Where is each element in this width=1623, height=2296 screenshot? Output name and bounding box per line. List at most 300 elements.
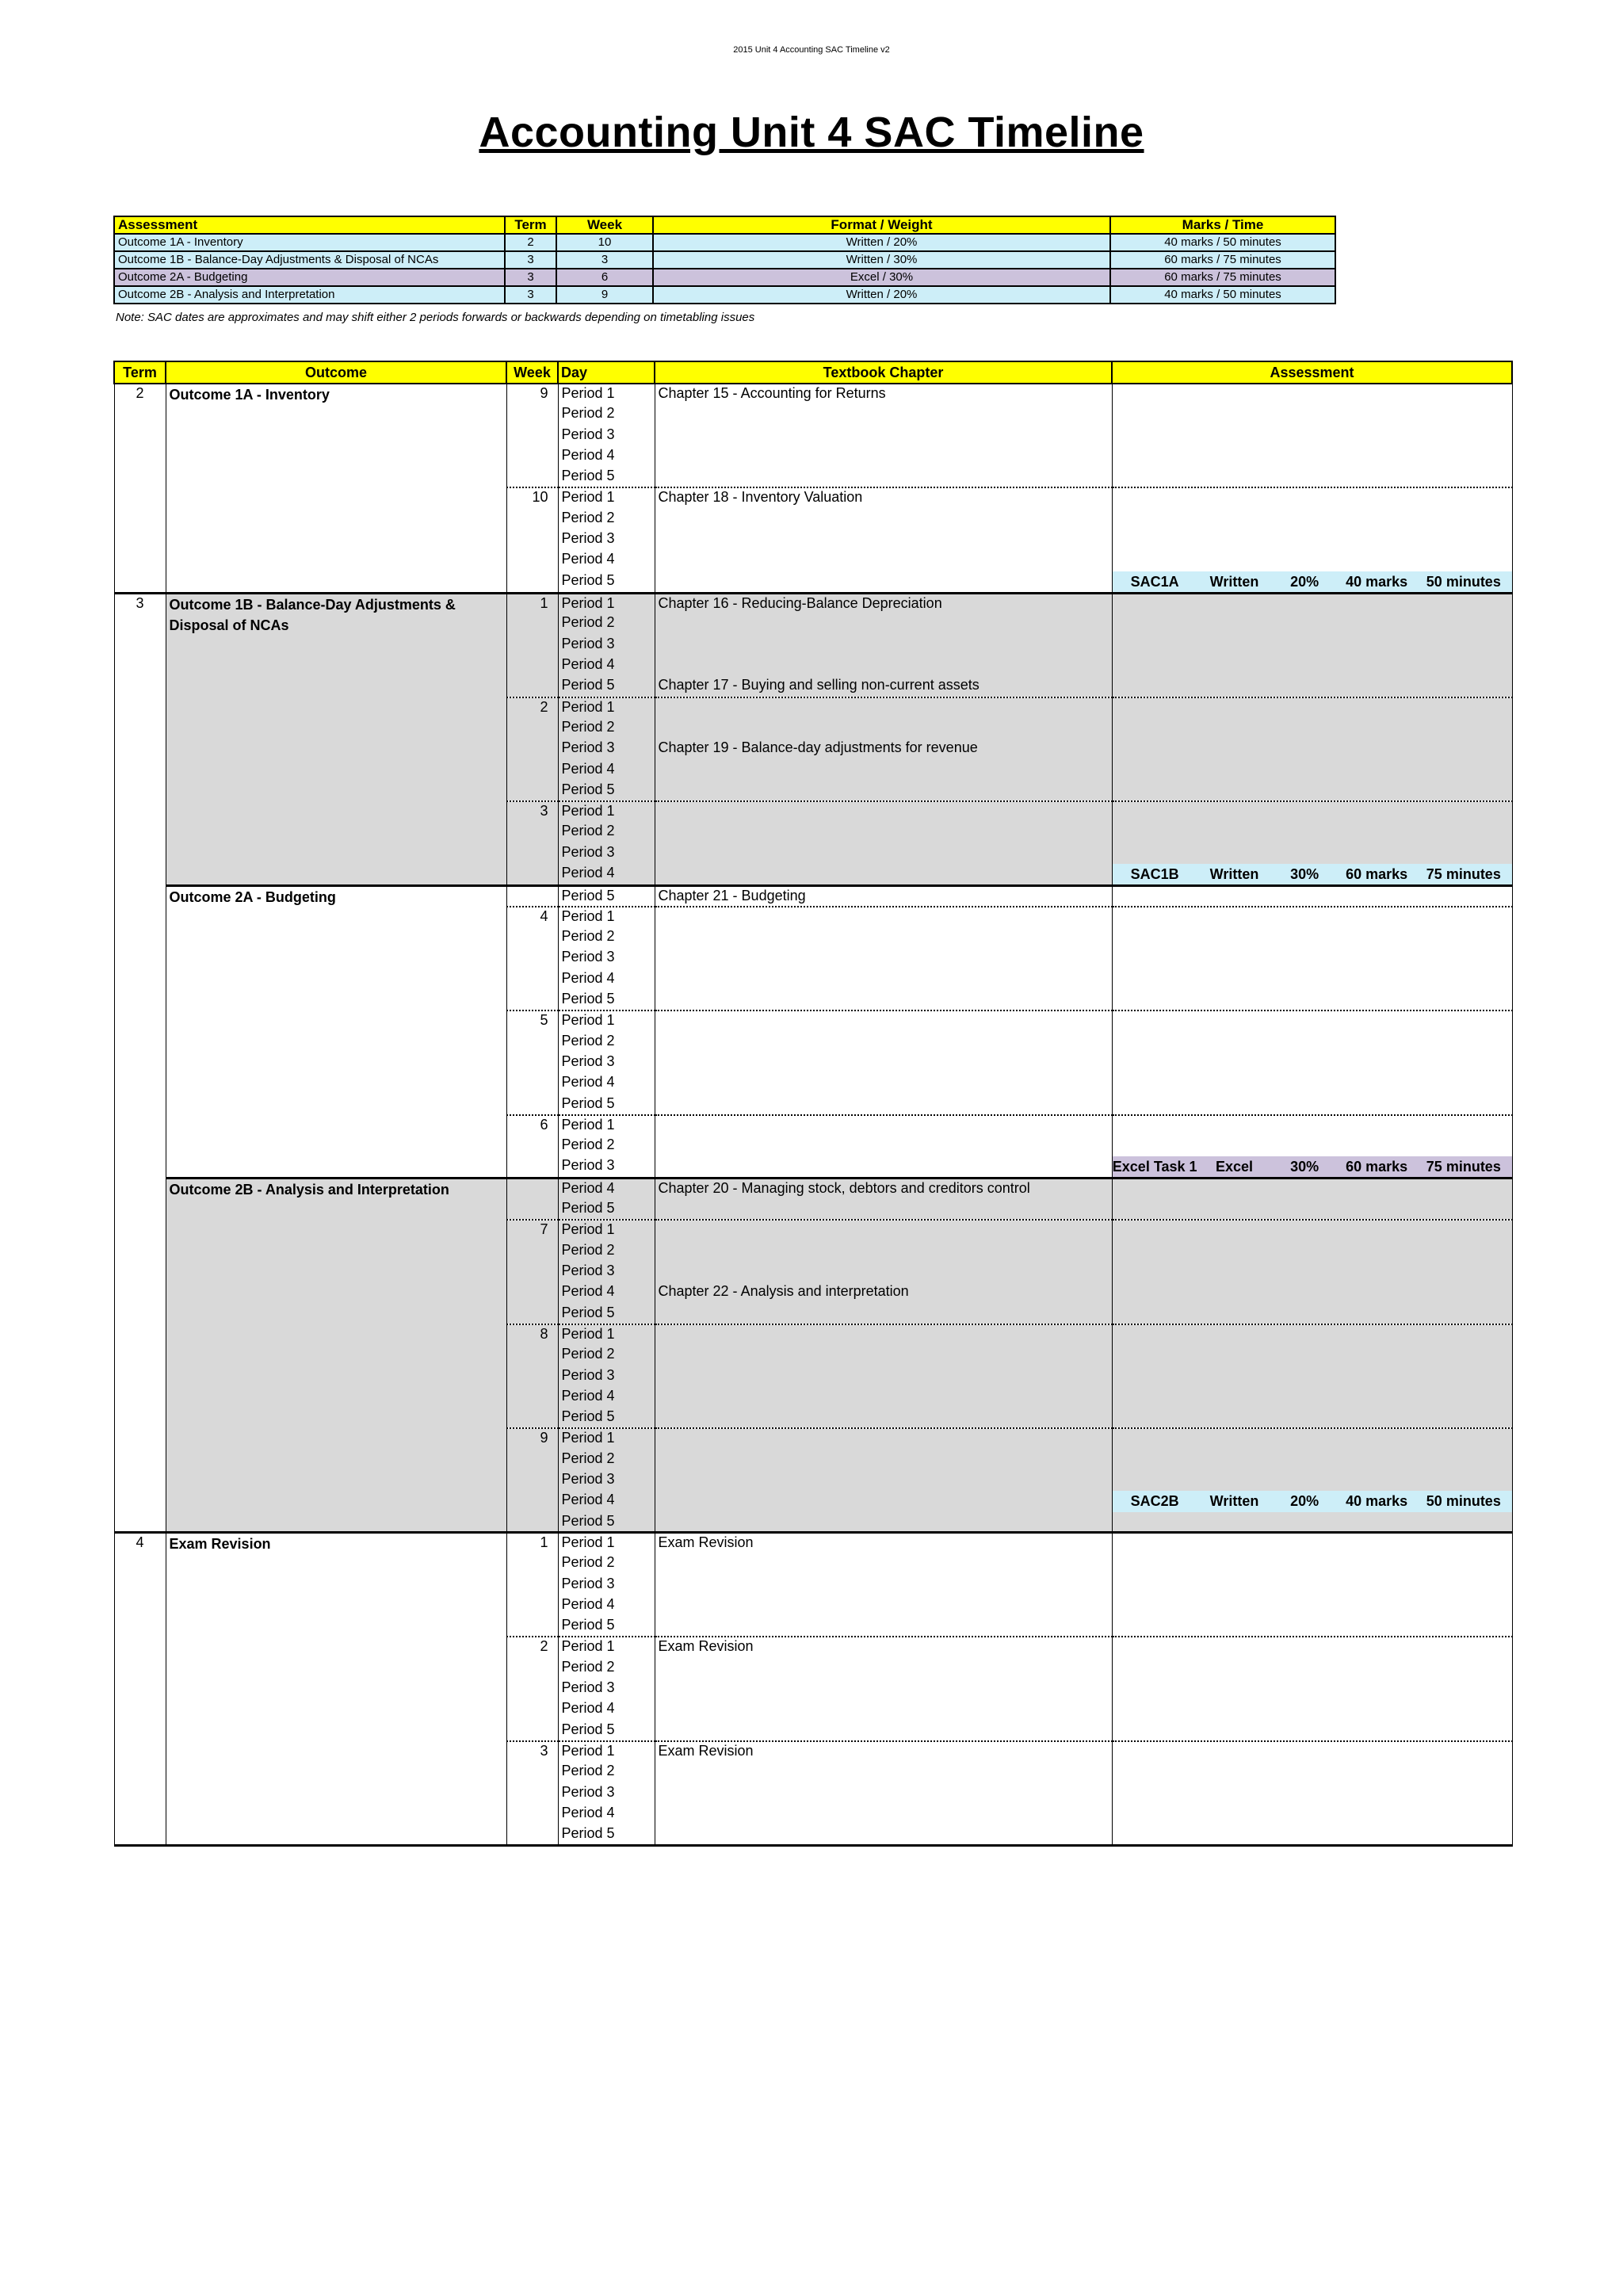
day-cell: Period 1 [558,1741,655,1762]
week-cell [506,990,558,1010]
week-cell [506,739,558,759]
chapter-cell: Chapter 16 - Reducing-Balance Depreciation [655,593,1112,613]
chapter-cell [655,1824,1112,1845]
assessment-cell [1112,1073,1512,1094]
week-cell [506,1262,558,1282]
sac-detail [1113,1491,1512,1511]
chapter-cell: Chapter 21 - Budgeting [655,886,1112,907]
assessment-cell [1112,1533,1512,1553]
assessment-cell [1112,1616,1512,1637]
sac-time: 50 minutes [1426,1493,1501,1510]
day-cell: Period 2 [558,509,655,529]
chapter-cell [655,1470,1112,1491]
day-cell: Period 1 [558,1324,655,1345]
assessment-cell [1112,1824,1512,1845]
week-cell [506,1199,558,1220]
chapter-cell [655,467,1112,487]
summary-marks: 60 marks / 75 minutes [1110,251,1335,269]
assessment-cell [1112,613,1512,634]
assessment-cell [1112,550,1512,571]
day-cell: Period 2 [558,1345,655,1366]
day-cell: Period 3 [558,948,655,968]
chapter-cell: Exam Revision [655,1637,1112,1657]
week-cell [506,1470,558,1491]
chapter-cell [655,1136,1112,1156]
week-cell: 4 [506,907,558,927]
week-cell [506,529,558,550]
week-cell [506,1156,558,1179]
chapter-cell [655,1762,1112,1782]
outcome-cell: Outcome 2A - Budgeting [166,886,506,1179]
outcome-cell: Outcome 2B - Analysis and Interpretation [166,1179,506,1533]
summary-term: 3 [505,269,556,286]
chapter-cell [655,1553,1112,1574]
day-cell: Period 2 [558,1658,655,1679]
assessment-cell [1112,1595,1512,1616]
chapter-cell: Chapter 15 - Accounting for Returns [655,384,1112,404]
assessment-cell [1112,843,1512,864]
week-cell [506,1032,558,1052]
assessment-cell [1112,1262,1512,1282]
week-cell [506,927,558,948]
day-cell: Period 3 [558,635,655,655]
assessment-cell [1112,1282,1512,1303]
day-cell: Period 1 [558,1637,655,1657]
chapter-cell [655,969,1112,990]
week-cell [506,1095,558,1115]
chapter-cell [655,1387,1112,1408]
chapter-cell [655,1450,1112,1470]
assessment-cell [1112,467,1512,487]
summary-header-marks: Marks / Time [1110,216,1335,234]
summary-week: 9 [556,286,653,304]
summary-row [114,286,1335,304]
sac-name: SAC1B [1130,866,1179,883]
timeline-row [114,886,1512,907]
day-cell: Period 2 [558,1553,655,1574]
day-cell: Period 1 [558,801,655,822]
day-cell: Period 2 [558,404,655,425]
summary-header-row [114,216,1335,234]
chapter-cell [655,927,1112,948]
chapter-cell [655,1156,1112,1179]
week-cell: 5 [506,1010,558,1031]
summary-week: 3 [556,251,653,269]
week-cell [506,1387,558,1408]
day-cell: Period 4 [558,1699,655,1720]
day-cell: Period 4 [558,446,655,467]
week-cell: 2 [506,1637,558,1657]
assessment-cell [1112,1052,1512,1073]
chapter-cell: Chapter 20 - Managing stock, debtors and creditors control [655,1179,1112,1199]
sac-time: 75 minutes [1426,866,1501,883]
week-cell: 7 [506,1220,558,1240]
week-cell [506,571,558,594]
chapter-cell [655,760,1112,781]
chapter-cell [655,635,1112,655]
summary-format: Written / 20% [653,234,1110,251]
assessment-cell [1112,1032,1512,1052]
week-cell [506,613,558,634]
day-cell: Period 1 [558,487,655,508]
assessment-cell [1112,801,1512,822]
week-cell [506,1699,558,1720]
week-cell [506,718,558,739]
chapter-cell [655,571,1112,594]
summary-assessment: Outcome 1B - Balance-Day Adjustments & Disposal of NCAs [114,251,505,269]
week-cell: 3 [506,1741,558,1762]
timeline-header-chapter: Textbook Chapter [655,361,1112,384]
week-cell: 9 [506,1428,558,1449]
assessment-cell [1112,1741,1512,1762]
chapter-cell [655,1345,1112,1366]
chapter-cell [655,1262,1112,1282]
day-cell: Period 5 [558,781,655,801]
assessment-cell [1112,1324,1512,1345]
summary-term: 3 [505,286,556,304]
summary-header-assessment: Assessment [114,216,505,234]
assessment-cell [1112,1512,1512,1533]
day-cell: Period 2 [558,1136,655,1156]
week-cell [506,1824,558,1845]
week-cell [506,655,558,676]
day-cell: Period 4 [558,655,655,676]
day-cell: Period 1 [558,697,655,718]
summary-format: Written / 20% [653,286,1110,304]
chapter-cell [655,1199,1112,1220]
chapter-cell [655,1679,1112,1699]
assessment-cell [1112,739,1512,759]
week-cell [506,969,558,990]
week-cell [506,1575,558,1595]
day-cell: Period 2 [558,822,655,842]
sac-weight: 20% [1290,573,1319,590]
day-cell: Period 5 [558,676,655,697]
day-cell: Period 3 [558,843,655,864]
sac-detail [1113,571,1512,592]
day-cell: Period 5 [558,1304,655,1324]
assessment-cell [1112,1199,1512,1220]
chapter-cell [655,1115,1112,1136]
chapter-cell [655,1575,1112,1595]
assessment-cell [1112,509,1512,529]
chapter-cell [655,1491,1112,1511]
assessment-cell [1112,635,1512,655]
week-cell [506,760,558,781]
summary-marks: 40 marks / 50 minutes [1110,286,1335,304]
chapter-cell [655,822,1112,842]
assessment-cell [1112,1699,1512,1720]
sac-detail [1113,864,1512,884]
week-cell: 9 [506,384,558,404]
week-cell [506,1595,558,1616]
assessment-cell [1112,1304,1512,1324]
chapter-cell [655,1220,1112,1240]
week-cell [506,864,558,886]
assessment-cell [1112,1366,1512,1387]
chapter-cell [655,1804,1112,1824]
summary-term: 3 [505,251,556,269]
chapter-cell: Chapter 17 - Buying and selling non-current assets [655,676,1112,697]
assessment-cell [1112,655,1512,676]
chapter-cell [655,1304,1112,1324]
assessment-cell [1112,1491,1512,1511]
chapter-cell [655,1241,1112,1262]
week-cell [506,404,558,425]
week-cell [506,635,558,655]
summary-term: 2 [505,234,556,251]
assessment-cell [1112,1115,1512,1136]
week-cell [506,509,558,529]
summary-header-term: Term [505,216,556,234]
week-cell [506,822,558,842]
term-cell: 2 [114,384,166,593]
assessment-cell [1112,1220,1512,1240]
day-cell: Period 4 [558,550,655,571]
day-cell: Period 5 [558,467,655,487]
assessment-cell [1112,1408,1512,1428]
week-cell [506,426,558,446]
assessment-cell [1112,384,1512,404]
chapter-cell [655,1783,1112,1804]
assessment-cell [1112,969,1512,990]
assessment-cell [1112,593,1512,613]
timeline-row [114,1533,1512,1553]
assessment-cell [1112,1804,1512,1824]
summary-week: 6 [556,269,653,286]
assessment-cell [1112,404,1512,425]
assessment-cell [1112,1136,1512,1156]
week-cell [506,1616,558,1637]
assessment-cell [1112,781,1512,801]
day-cell: Period 1 [558,1115,655,1136]
sac-name: SAC2B [1130,1493,1179,1510]
day-cell: Period 2 [558,1762,655,1782]
assessment-cell [1112,886,1512,907]
chapter-cell [655,1721,1112,1741]
term-cell: 3 [114,593,166,1533]
chapter-cell [655,1408,1112,1428]
week-cell [506,1762,558,1782]
assessment-cell [1112,426,1512,446]
day-cell: Period 5 [558,990,655,1010]
chapter-cell [655,613,1112,634]
summary-marks: 40 marks / 50 minutes [1110,234,1335,251]
week-cell [506,1073,558,1094]
day-cell: Period 1 [558,384,655,404]
chapter-cell [655,1366,1112,1387]
chapter-cell [655,1073,1112,1094]
week-cell: 8 [506,1324,558,1345]
assessment-cell [1112,760,1512,781]
sac-format: Excel [1215,1159,1254,1175]
week-cell [506,1804,558,1824]
week-cell: 10 [506,487,558,508]
chapter-cell [655,426,1112,446]
sac-name: SAC1A [1130,573,1179,590]
week-cell [506,1721,558,1741]
chapter-cell [655,781,1112,801]
timeline-header-row [114,361,1512,384]
week-cell [506,843,558,864]
sac-name: Excel Task 1 [1112,1159,1197,1175]
chapter-cell [655,718,1112,739]
assessment-cell [1112,1450,1512,1470]
day-cell: Period 3 [558,1366,655,1387]
assessment-cell [1112,1387,1512,1408]
day-cell: Period 1 [558,1010,655,1031]
day-cell: Period 5 [558,1616,655,1637]
assessment-cell [1112,1428,1512,1449]
week-cell: 6 [506,1115,558,1136]
sac-time: 75 minutes [1426,1159,1501,1175]
chapter-cell [655,1699,1112,1720]
sac-weight: 30% [1290,1159,1319,1175]
assessment-cell [1112,864,1512,886]
sac-marks: 60 marks [1346,866,1408,883]
summary-format: Excel / 30% [653,269,1110,286]
assessment-cell [1112,1156,1512,1179]
sac-format: Written [1209,573,1259,590]
sac-marks: 60 marks [1346,1159,1408,1175]
chapter-cell [655,697,1112,718]
timeline-row [114,1179,1512,1199]
day-cell: Period 5 [558,1824,655,1845]
assessment-cell [1112,1345,1512,1366]
day-cell: Period 1 [558,1428,655,1449]
week-cell [506,1658,558,1679]
chapter-cell [655,1658,1112,1679]
chapter-cell: Chapter 22 - Analysis and interpretation [655,1282,1112,1303]
summary-assessment: Outcome 1A - Inventory [114,234,505,251]
summary-row [114,251,1335,269]
day-cell: Period 5 [558,571,655,594]
chapter-cell [655,1095,1112,1115]
day-cell: Period 2 [558,927,655,948]
day-cell: Period 4 [558,864,655,886]
week-cell [506,676,558,697]
week-cell: 2 [506,697,558,718]
assessment-cell [1112,1658,1512,1679]
sac-weight: 30% [1290,866,1319,883]
summary-row [114,234,1335,251]
outcome-cell: Outcome 1B - Balance-Day Adjustments & Disposal of NCAs [166,593,506,885]
week-cell: 1 [506,593,558,613]
chapter-cell [655,529,1112,550]
chapter-cell [655,1595,1112,1616]
assessment-cell [1112,1095,1512,1115]
sac-time: 50 minutes [1426,573,1501,590]
assessment-cell [1112,1179,1512,1199]
timeline-header-assessment: Assessment [1112,361,1512,384]
day-cell: Period 2 [558,1241,655,1262]
page-title: Accounting Unit 4 SAC Timeline [479,109,1144,156]
week-cell [506,1408,558,1428]
week-cell [506,550,558,571]
chapter-cell [655,655,1112,676]
week-cell [506,1450,558,1470]
chapter-cell [655,1052,1112,1073]
day-cell: Period 3 [558,1679,655,1699]
assessment-cell [1112,1762,1512,1782]
day-cell: Period 3 [558,1470,655,1491]
chapter-cell: Chapter 19 - Balance-day adjustments for revenue [655,739,1112,759]
assessment-cell [1112,822,1512,842]
day-cell: Period 3 [558,1156,655,1179]
week-cell [506,1241,558,1262]
week-cell [506,1304,558,1324]
day-cell: Period 5 [558,1408,655,1428]
day-cell: Period 3 [558,1262,655,1282]
chapter-cell [655,843,1112,864]
timing-note: Note: SAC dates are approximates and may shift either 2 periods forwards or backwards depending on timetabling issues [116,311,755,324]
week-cell [506,1553,558,1574]
week-cell [506,1366,558,1387]
day-cell: Period 3 [558,739,655,759]
day-cell: Period 5 [558,1512,655,1533]
assessment-cell [1112,446,1512,467]
assessment-cell [1112,718,1512,739]
assessment-cell [1112,1470,1512,1491]
summary-row [114,269,1335,286]
outcome-cell: Exam Revision [166,1533,506,1845]
assessment-cell [1112,907,1512,927]
summary-assessment: Outcome 2B - Analysis and Interpretation [114,286,505,304]
day-cell: Period 3 [558,1052,655,1073]
assessment-cell [1112,1637,1512,1657]
assessment-cell [1112,1679,1512,1699]
assessment-cell [1112,1575,1512,1595]
timeline-row [114,593,1512,613]
chapter-cell [655,990,1112,1010]
chapter-cell [655,1616,1112,1637]
day-cell: Period 1 [558,1220,655,1240]
chapter-cell [655,1428,1112,1449]
chapter-cell: Exam Revision [655,1741,1112,1762]
day-cell: Period 3 [558,1575,655,1595]
day-cell: Period 4 [558,969,655,990]
week-cell [506,886,558,907]
term-cell: 4 [114,1533,166,1845]
timeline-header-day: Day [558,361,655,384]
outcome-cell: Outcome 1A - Inventory [166,384,506,593]
day-cell: Period 1 [558,907,655,927]
day-cell: Period 2 [558,718,655,739]
week-cell [506,1783,558,1804]
assessment-cell [1112,1241,1512,1262]
assessment-cell [1112,571,1512,594]
week-cell [506,781,558,801]
day-cell: Period 4 [558,1073,655,1094]
chapter-cell: Exam Revision [655,1533,1112,1553]
day-cell: Period 5 [558,1199,655,1220]
summary-assessment: Outcome 2A - Budgeting [114,269,505,286]
day-cell: Period 3 [558,529,655,550]
assessment-cell [1112,1553,1512,1574]
week-cell [506,467,558,487]
chapter-cell [655,1512,1112,1533]
day-cell: Period 1 [558,593,655,613]
week-cell: 1 [506,1533,558,1553]
day-cell: Period 4 [558,1491,655,1511]
sac-format: Written [1209,1493,1259,1510]
assessment-cell [1112,927,1512,948]
week-cell [506,1679,558,1699]
week-cell [506,1052,558,1073]
day-cell: Period 4 [558,1804,655,1824]
assessment-cell [1112,1783,1512,1804]
chapter-cell [655,801,1112,822]
